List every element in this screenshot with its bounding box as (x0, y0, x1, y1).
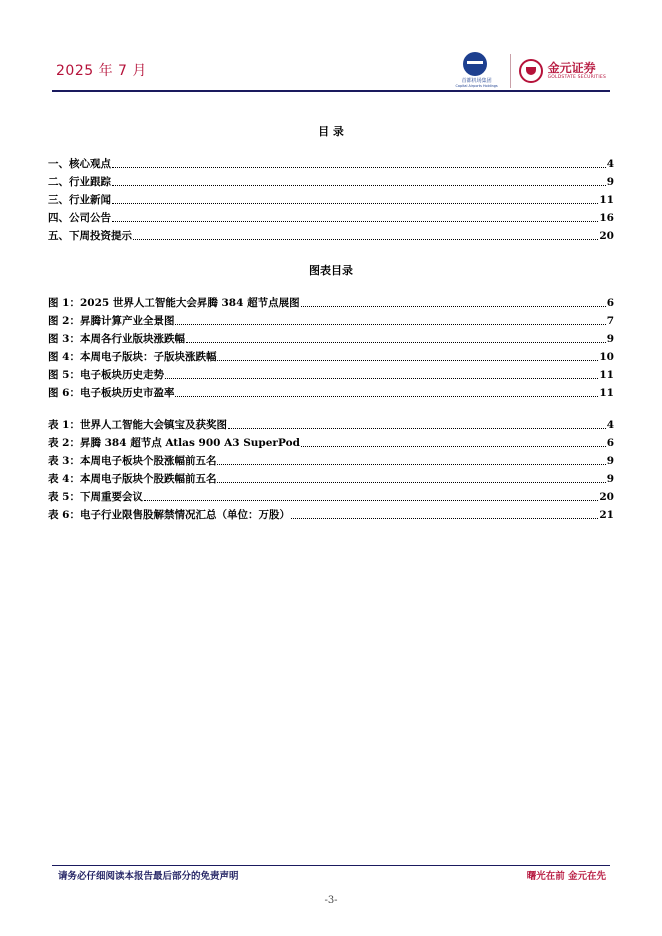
figure-entry[interactable] (48, 314, 614, 328)
dot-leader (291, 518, 598, 519)
figure-entry-label: 图 2：昇腾计算产业全景图 (48, 315, 175, 327)
table-entry-page: 4 (606, 419, 614, 431)
dot-leader (217, 482, 605, 483)
toc-entry[interactable] (48, 229, 614, 243)
dot-leader (165, 378, 598, 379)
dot-leader (133, 239, 598, 240)
figure-entry-page: 10 (599, 351, 614, 363)
goldstate-logo (519, 59, 606, 83)
figure-entry-label: 图 6：电子板块历史市盈率 (48, 387, 175, 399)
header-rule (52, 90, 610, 92)
figure-entry-page: 9 (606, 333, 614, 345)
table-entry-label: 表 5：下周重要会议 (48, 491, 143, 503)
toc-entry-label: 三、行业新闻 (48, 194, 111, 206)
toc-entry-page: 11 (599, 194, 614, 206)
figure-entry[interactable] (48, 386, 614, 400)
dot-leader (301, 446, 606, 447)
figure-entry-label: 图 3：本周各行业版块涨跌幅 (48, 333, 185, 345)
report-date: 2025 年 7 月 (56, 63, 147, 79)
table-entry[interactable] (48, 472, 614, 486)
dot-leader (112, 185, 606, 186)
table-entry-page: 9 (606, 473, 614, 485)
goldstate-logo-cn: 金元证券 (547, 61, 596, 75)
table-entry-label: 表 1：世界人工智能大会镇宝及获奖图 (48, 419, 227, 431)
footer-slogan: 曙光在前 金元在先 (526, 871, 606, 882)
table-entry-page: 21 (599, 509, 614, 521)
toc-entry[interactable] (48, 193, 614, 207)
table-entry-label: 表 3：本周电子板块个股涨幅前五名 (48, 455, 217, 467)
toc-entry-page: 9 (606, 176, 614, 188)
table-entry-page: 20 (599, 491, 614, 503)
figure-entry-page: 11 (599, 387, 614, 399)
logo-divider (510, 54, 511, 88)
capital-airports-logo-cn: 首都机场集团 (461, 78, 492, 84)
figure-entry[interactable] (48, 368, 614, 382)
figure-entry-page: 11 (599, 369, 614, 381)
figure-entry[interactable] (48, 332, 614, 346)
dot-leader (301, 306, 606, 307)
dot-leader (175, 324, 605, 325)
header-logos (452, 52, 606, 90)
figure-entry[interactable] (48, 296, 614, 310)
toc-entry-label: 二、行业跟踪 (48, 176, 111, 188)
footer-disclaimer: 请务必仔细阅读本报告最后部分的免责声明 (58, 871, 239, 882)
table-entry[interactable] (48, 508, 614, 522)
figure-entry-label: 图 5：电子板块历史走势 (48, 369, 164, 381)
capital-airports-logo (452, 52, 502, 90)
table-entry[interactable] (48, 454, 614, 468)
toc-entry-label: 一、核心观点 (48, 158, 111, 170)
toc-entry[interactable] (48, 211, 614, 225)
toc-entry-label: 五、下周投资提示 (48, 230, 132, 242)
capital-airports-emblem-icon (463, 52, 487, 76)
figure-entry-page: 6 (606, 297, 614, 309)
toc-entry[interactable] (48, 157, 614, 171)
toc-entry-label: 四、公司公告 (48, 212, 111, 224)
footer-rule (52, 865, 610, 866)
goldstate-emblem-icon (519, 59, 543, 83)
figure-entry-label: 图 4：本周电子版块：子版块涨跌幅 (48, 351, 217, 363)
dot-leader (217, 464, 605, 465)
dot-leader (112, 203, 598, 204)
dot-leader (112, 221, 598, 222)
capital-airports-logo-en: Capital Airports Holdings (455, 84, 498, 88)
table-entry-page: 9 (606, 455, 614, 467)
dot-leader (144, 500, 598, 501)
toc-entry[interactable] (48, 175, 614, 189)
dot-leader (112, 167, 606, 168)
figure-entry[interactable] (48, 350, 614, 364)
table-entry-label: 表 6：电子行业限售股解禁情况汇总（单位：万股） (48, 509, 290, 521)
figure-entry-label: 图 1：2025 世界人工智能大会昇腾 384 超节点展图 (48, 297, 300, 309)
dot-leader (175, 396, 598, 397)
table-entry[interactable] (48, 490, 614, 504)
toc-title: 目 录 (318, 125, 344, 138)
toc-entry-page: 16 (599, 212, 614, 224)
table-entry-label: 表 2：昇腾 384 超节点 Atlas 900 A3 SuperPod (48, 437, 300, 449)
goldstate-logo-en: GOLDSTATE SECURITIES (547, 75, 606, 80)
figures-title: 图表目录 (309, 264, 353, 277)
figure-entry-page: 7 (606, 315, 614, 327)
table-entry[interactable] (48, 418, 614, 432)
dot-leader (186, 342, 606, 343)
page-number: -3- (324, 895, 338, 906)
toc-entry-page: 4 (606, 158, 614, 170)
dot-leader (217, 360, 598, 361)
toc-entry-page: 20 (599, 230, 614, 242)
dot-leader (228, 428, 606, 429)
table-entry-label: 表 4：本周电子版块个股跌幅前五名 (48, 473, 217, 485)
table-entry[interactable] (48, 436, 614, 450)
table-entry-page: 6 (606, 437, 614, 449)
